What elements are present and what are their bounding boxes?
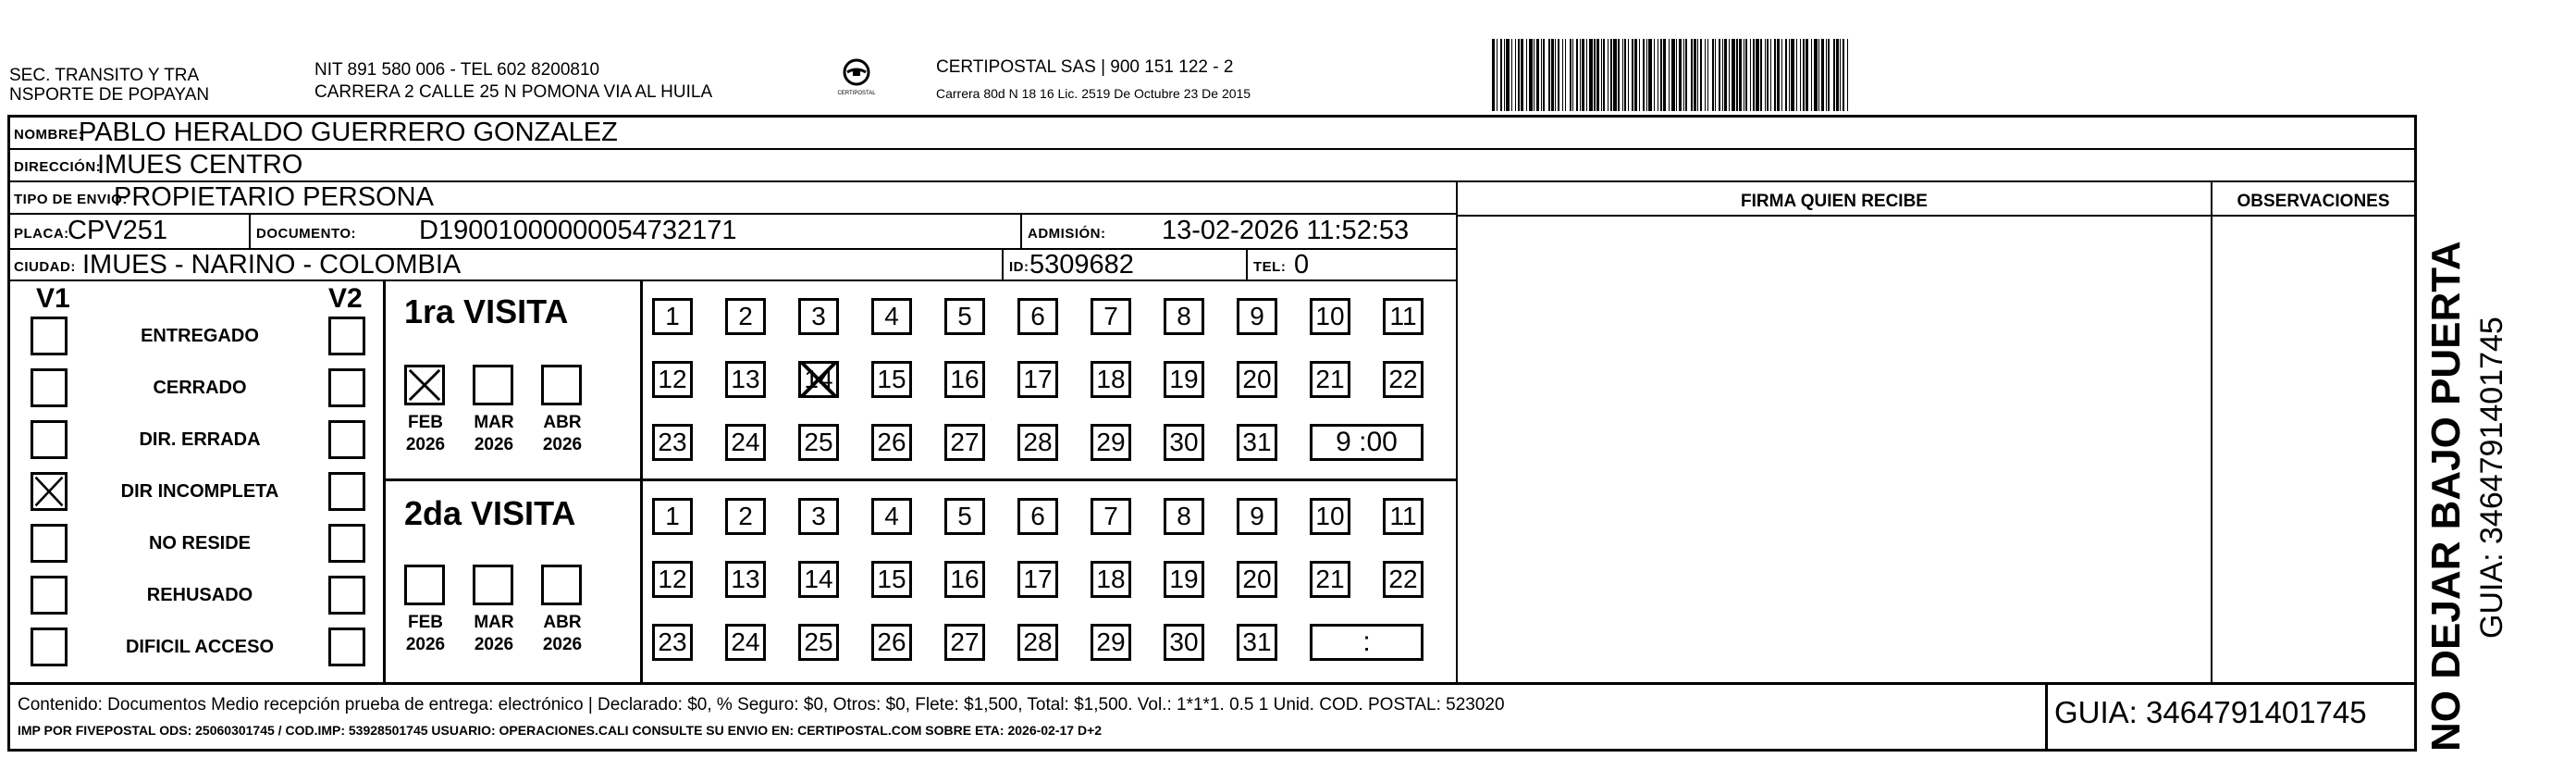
month-name: ABR — [543, 613, 582, 632]
address-row — [10, 150, 2414, 182]
day-box[interactable]: 26 — [871, 424, 912, 461]
visit-time[interactable]: 9 :00 — [1310, 424, 1424, 461]
day-box[interactable]: 18 — [1091, 561, 1131, 598]
recipient-name: PABLO HERALDO GUERRERO GONZALEZ — [79, 118, 618, 147]
day-box[interactable]: 19 — [1164, 361, 1204, 398]
v1-checkbox[interactable] — [31, 368, 68, 407]
month-checkbox[interactable] — [473, 365, 513, 405]
plate-value: CPV251 — [68, 216, 168, 245]
day-box[interactable]: 19 — [1164, 561, 1204, 598]
v1-label: V1 — [36, 283, 70, 314]
status-label: DIR INCOMPLETA — [120, 481, 279, 502]
status-section — [10, 281, 386, 682]
plate-label: PLACA: — [14, 226, 69, 242]
address-line: CARRERA 2 CALLE 25 N POMONA VIA AL HUILA — [314, 82, 713, 102]
day-box[interactable]: 9 — [1237, 498, 1277, 535]
month-checkbox[interactable] — [404, 365, 445, 405]
day-box[interactable]: 14 — [798, 561, 839, 598]
day-box[interactable]: 14 — [798, 361, 839, 398]
day-box[interactable]: 7 — [1091, 298, 1131, 335]
day-box[interactable]: 15 — [871, 361, 912, 398]
observations-header: OBSERVACIONES — [2237, 192, 2390, 211]
id-value: 5309682 — [1029, 250, 1134, 280]
v1-checkbox[interactable] — [31, 317, 68, 355]
day-box[interactable]: 28 — [1017, 424, 1058, 461]
month-year: 2026 — [474, 435, 514, 454]
day-box[interactable]: 30 — [1164, 624, 1204, 661]
day-box[interactable]: 4 — [871, 498, 912, 535]
day-box[interactable]: 8 — [1164, 498, 1204, 535]
visit2-months — [386, 481, 643, 682]
shipping-form — [7, 115, 2417, 752]
day-box[interactable]: 28 — [1017, 624, 1058, 661]
org-line-1: SEC. TRANSITO Y TRA — [9, 66, 200, 85]
day-box[interactable]: 1 — [652, 298, 693, 335]
day-box[interactable]: 4 — [871, 298, 912, 335]
city-row — [10, 250, 1456, 281]
day-box[interactable]: 17 — [1017, 561, 1058, 598]
footer-imp-line: IMP POR FIVEPOSTAL ODS: 25060301745 / COD.IMP: 53928501745 USUARIO: OPERACIONES.CALI CONSULTE SU ENVIO EN: CERTIPOSTAL.COM SOBRE ETA: 2026-02-17 D+2 — [18, 723, 1103, 738]
name-row — [10, 118, 2414, 150]
visit2-days — [643, 481, 1456, 682]
visit1-months — [386, 281, 643, 481]
day-box[interactable]: 26 — [871, 624, 912, 661]
day-box[interactable]: 3 — [798, 298, 839, 335]
nit-line: NIT 891 580 006 - TEL 602 8200810 — [314, 60, 600, 80]
day-box[interactable]: 6 — [1017, 298, 1058, 335]
day-box[interactable]: 2 — [725, 498, 766, 535]
day-box[interactable]: 25 — [798, 424, 839, 461]
day-box[interactable]: 24 — [725, 624, 766, 661]
day-box[interactable]: 27 — [944, 624, 985, 661]
observations-area[interactable] — [2217, 221, 2410, 678]
shipment-type: PROPIETARIO PERSONA — [114, 182, 434, 212]
day-box[interactable]: 21 — [1310, 361, 1350, 398]
status-label: NO RESIDE — [148, 533, 252, 553]
month-checkbox[interactable] — [541, 365, 582, 405]
day-box[interactable]: 8 — [1164, 298, 1204, 335]
month-year: 2026 — [542, 435, 583, 454]
visit1-title: 1ra VISITA — [404, 292, 569, 330]
visit-time[interactable]: : — [1310, 624, 1424, 661]
month-year: 2026 — [405, 435, 446, 454]
status-label: DIFICIL ACCESO — [125, 637, 274, 657]
v2-checkbox[interactable] — [328, 368, 365, 407]
month-name: MAR — [474, 413, 514, 432]
day-box[interactable]: 22 — [1383, 361, 1424, 398]
v1-checkbox[interactable] — [31, 472, 68, 511]
day-box[interactable]: 17 — [1017, 361, 1058, 398]
document-label: DOCUMENTO: — [256, 226, 357, 242]
day-box[interactable]: 15 — [871, 561, 912, 598]
month-checkbox[interactable] — [541, 565, 582, 605]
day-box[interactable]: 2 — [725, 298, 766, 335]
plate-row — [10, 215, 1456, 250]
day-box[interactable]: 12 — [652, 561, 693, 598]
status-label: CERRADO — [153, 378, 247, 398]
city-value: IMUES - NARINO - COLOMBIA — [82, 250, 462, 280]
day-box[interactable]: 11 — [1383, 498, 1424, 535]
day-box[interactable]: 22 — [1383, 561, 1424, 598]
day-box[interactable]: 11 — [1383, 298, 1424, 335]
signature-area[interactable] — [1462, 221, 2206, 678]
v2-checkbox[interactable] — [328, 524, 365, 563]
day-box[interactable]: 18 — [1091, 361, 1131, 398]
recipient-address: IMUES CENTRO — [97, 150, 303, 180]
v2-checkbox[interactable] — [328, 420, 365, 459]
month-name: FEB — [408, 413, 443, 432]
admission-label: ADMISIÓN: — [1028, 226, 1106, 242]
day-box[interactable]: 20 — [1237, 561, 1277, 598]
month-year: 2026 — [405, 635, 446, 654]
status-label: DIR. ERRADA — [139, 429, 261, 450]
day-box[interactable]: 23 — [652, 624, 693, 661]
day-box[interactable]: 10 — [1310, 498, 1350, 535]
side-guia: GUIA: 3464791401745 — [2474, 317, 2509, 639]
month-name: MAR — [474, 613, 514, 632]
license-line: Carrera 80d N 18 16 Lic. 2519 De Octubre 23 De 2015 — [936, 86, 1251, 101]
carrier-line: CERTIPOSTAL SAS | 900 151 122 - 2 — [936, 57, 1234, 77]
day-box[interactable]: 12 — [652, 361, 693, 398]
v1-checkbox[interactable] — [31, 420, 68, 459]
address-label: DIRECCIÓN: — [14, 159, 102, 175]
day-box[interactable]: 16 — [944, 561, 985, 598]
status-label: REHUSADO — [146, 585, 253, 605]
v1-checkbox[interactable] — [31, 524, 68, 563]
day-box[interactable]: 27 — [944, 424, 985, 461]
barcode — [1492, 39, 2232, 111]
footer-guia: GUIA: 3464791401745 — [2054, 695, 2367, 729]
type-row — [10, 182, 1456, 215]
day-box[interactable]: 20 — [1237, 361, 1277, 398]
day-box[interactable]: 5 — [944, 298, 985, 335]
day-box[interactable]: 16 — [944, 361, 985, 398]
day-box[interactable]: 21 — [1310, 561, 1350, 598]
day-box[interactable]: 31 — [1237, 424, 1277, 461]
month-checkbox[interactable] — [404, 565, 445, 605]
signature-header: FIRMA QUIEN RECIBE — [1741, 192, 1928, 211]
footer-contents: Contenido: Documentos Medio recepción prueba de entrega: electrónico | Declarado: $0, % Seguro: $0, Otros: $0, Flete: $1,500, Total: $1,500. Vol.: 1*1*1. 0.5 1 Unid. COD. POSTAL: 523020 — [18, 695, 1505, 715]
month-year: 2026 — [542, 635, 583, 654]
document-value: D19001000000054732171 — [419, 216, 737, 245]
day-box[interactable]: 13 — [725, 561, 766, 598]
month-name: FEB — [408, 613, 443, 632]
city-label: CIUDAD: — [14, 259, 76, 275]
visit1-days — [643, 281, 1456, 481]
status-label: ENTREGADO — [141, 326, 259, 346]
month-year: 2026 — [474, 635, 514, 654]
day-box[interactable]: 10 — [1310, 298, 1350, 335]
day-box[interactable]: 25 — [798, 624, 839, 661]
v2-label: V2 — [328, 283, 363, 314]
logo-text: CERTIPOSTAL — [837, 91, 876, 96]
v1-checkbox[interactable] — [31, 628, 68, 666]
day-box[interactable]: 29 — [1091, 424, 1131, 461]
day-box[interactable]: 23 — [652, 424, 693, 461]
day-box[interactable]: 3 — [798, 498, 839, 535]
day-box[interactable]: 24 — [725, 424, 766, 461]
day-box[interactable]: 30 — [1164, 424, 1204, 461]
no-dejar-bajo-puerta: NO DEJAR BAJO PUERTA — [2423, 241, 2469, 752]
month-name: ABR — [543, 413, 582, 432]
day-box[interactable]: 5 — [944, 498, 985, 535]
type-label: TIPO DE ENVIO: — [14, 192, 128, 207]
tel-value: 0 — [1294, 250, 1310, 280]
name-label: NOMBRE: — [14, 127, 84, 143]
day-box[interactable]: 1 — [652, 498, 693, 535]
v2-checkbox[interactable] — [328, 317, 365, 355]
v2-checkbox[interactable] — [328, 472, 365, 511]
day-box[interactable]: 9 — [1237, 298, 1277, 335]
tel-label: TEL: — [1253, 259, 1287, 275]
day-box[interactable]: 31 — [1237, 624, 1277, 661]
day-box[interactable]: 29 — [1091, 624, 1131, 661]
day-box[interactable]: 13 — [725, 361, 766, 398]
day-box[interactable]: 6 — [1017, 498, 1058, 535]
visit2-title: 2da VISITA — [404, 494, 576, 532]
day-box[interactable]: 7 — [1091, 498, 1131, 535]
month-checkbox[interactable] — [473, 565, 513, 605]
admission-value: 13-02-2026 11:52:53 — [1162, 216, 1410, 245]
certipostal-logo — [834, 56, 879, 100]
v2-checkbox[interactable] — [328, 576, 365, 615]
v2-checkbox[interactable] — [328, 628, 365, 666]
v1-checkbox[interactable] — [31, 576, 68, 615]
org-line-2: NSPORTE DE POPAYAN — [9, 85, 210, 105]
id-label: ID: — [1009, 259, 1029, 275]
